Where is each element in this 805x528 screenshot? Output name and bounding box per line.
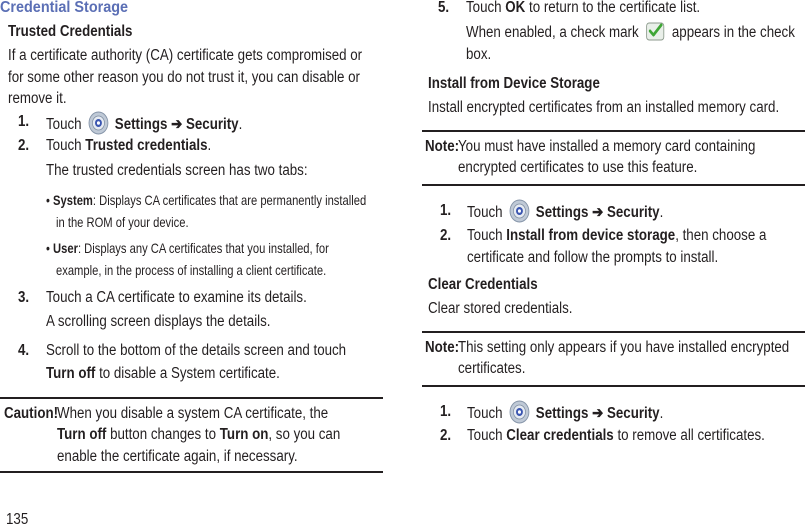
step-2-line [46,138,211,154]
step-number: 4. [18,342,30,359]
install-rest: , then choose a [675,227,767,244]
note-1-label: Note: [425,138,460,155]
step-5-rest: to return to the certificate list. [528,0,701,16]
note-1-line-2: encrypted certificates to use this feature. [458,159,698,176]
settings-label: Settings [535,404,589,422]
caution-bottom-rule [0,471,383,473]
arrow-icon: ➔ [171,115,183,133]
system-desc-2: in the ROM of your device. [56,214,189,230]
turn-on-label: Turn on [219,426,269,443]
step-4-line-2 [46,366,280,382]
trusted-credentials-label: Trusted credentials [85,137,208,154]
clear-step-1-line [467,399,663,429]
step-number: 1. [440,202,452,219]
arrow-icon: ➔ [592,404,604,422]
note-1-top-rule [422,130,805,132]
step-1-line [46,110,242,140]
security-label: Security [185,115,239,133]
caution-line-1: When you disable a system CA certificate, the [57,405,329,422]
check-line [466,21,795,45]
clear-credentials-label: Clear credentials [506,427,614,444]
system-desc: : Displays CA certificates that are permanently installed [92,192,367,208]
period: . [207,137,212,154]
step-4-rest: to disable a System certificate. [99,365,280,382]
step-5-line [466,0,700,16]
intro-line-3: remove it. [8,90,67,107]
bullet-system [46,193,366,207]
settings-label: Settings [535,203,589,221]
touch-text: Touch [467,227,503,244]
bullet-icon: • [46,240,50,256]
install-step-2-line-2: certificate and follow the prompts to install. [467,249,719,266]
touch-text: Touch [466,0,502,16]
intro-line-1: If a certificate authority (CA) certificate gets compromised or [8,47,363,64]
install-step-1-line [467,198,663,228]
section-title: Credential Storage [0,0,129,16]
period: . [659,404,664,422]
touch-text: Touch [467,203,503,221]
check-line-2: box. [466,46,492,63]
turn-off-label: Turn off [46,365,96,382]
security-label: Security [606,203,660,221]
step-3-sub: A scrolling screen displays the details. [46,313,271,330]
install-desc: Install encrypted certificates from an installed memory card. [428,99,780,116]
caution-line-2 [57,427,340,443]
settings-gear-icon [87,110,109,140]
step-number: 2. [440,227,452,244]
user-label: User [53,240,78,256]
system-label: System [53,192,93,208]
step-number: 3. [18,289,30,306]
check-line-b: appears in the check [671,23,795,41]
check-line-a: When enabled, a check mark [466,23,639,41]
note-1-line-1: You must have installed a memory card containing [458,138,756,155]
caution-mid-text: button changes to [110,426,217,443]
clear-step-2-rest: to remove all certificates. [617,427,765,444]
check-mark-icon [646,21,665,45]
step-number: 2. [18,137,30,154]
caution-label: Caution! [4,405,59,422]
note-2-label: Note: [425,339,460,356]
screen-tabs-text: The trusted credentials screen has two tabs: [46,162,308,179]
install-step-2-line [467,228,766,244]
touch-text: Touch [467,404,503,422]
step-4-text: Scroll to the bottom of the details screen and touch [46,342,347,359]
clear-heading: Clear Credentials [428,276,538,293]
install-heading: Install from Device Storage [428,75,600,92]
bullet-icon: • [46,192,50,208]
note-2-line-2: certificates. [458,360,526,377]
caution-line-2-rest: , so you can [268,426,341,443]
touch-text: Touch [46,137,82,154]
period: . [659,203,664,221]
note-1-bottom-rule [422,184,805,186]
caution-top-rule [0,397,383,399]
arrow-icon: ➔ [592,203,604,221]
intro-line-2: for some other reason you do not trust it, you can disable or [8,69,360,86]
period: . [238,115,243,133]
step-number: 5. [438,0,450,16]
user-desc-2: example, in the process of installing a client certificate. [56,262,327,278]
bullet-user [46,241,329,255]
user-desc: : Displays any CA certificates that you installed, for [77,240,329,256]
note-2-line-1: This setting only appears if you have installed encrypted [458,339,790,356]
step-number: 2. [440,427,452,444]
step-3-text: Touch a CA certificate to examine its details. [46,289,307,306]
note-2-top-rule [422,331,805,333]
touch-text: Touch [46,115,82,133]
caution-line-3: enable the certificate again, if necessary. [57,448,298,465]
ok-label: OK [505,0,526,16]
step-number: 1. [440,403,452,420]
page-number: 135 [6,511,29,528]
settings-gear-icon [508,399,530,429]
install-storage-label: Install from device storage [506,227,676,244]
turn-off-label: Turn off [57,426,107,443]
step-number: 1. [18,113,30,130]
clear-desc: Clear stored credentials. [428,300,573,317]
settings-gear-icon [508,198,530,228]
touch-text: Touch [467,427,503,444]
note-2-bottom-rule [422,385,805,387]
security-label: Security [606,404,660,422]
trusted-credentials-heading: Trusted Credentials [8,23,133,40]
settings-label: Settings [114,115,168,133]
clear-step-2-line [467,428,765,444]
